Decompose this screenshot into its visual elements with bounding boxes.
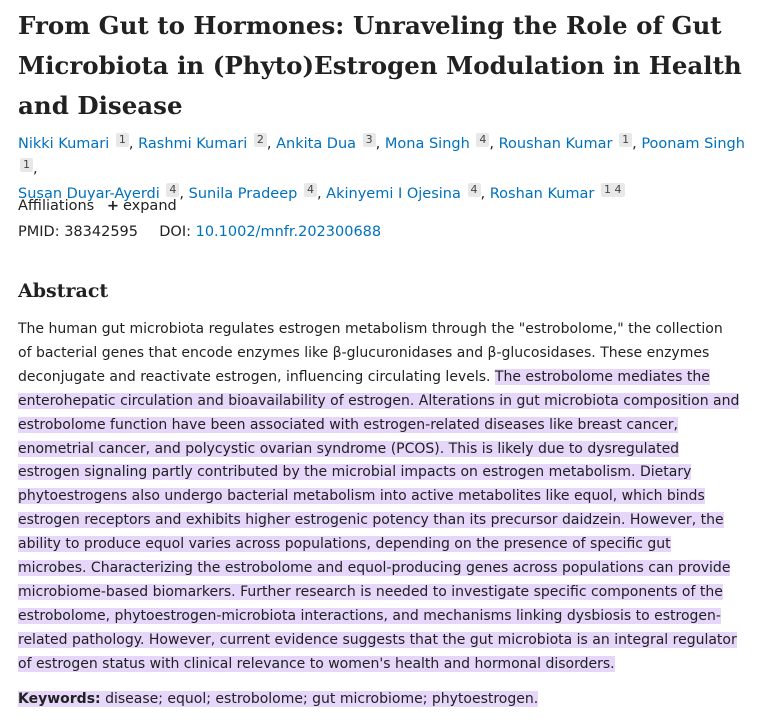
affiliation-badge[interactable]: 2 <box>254 133 267 147</box>
author-link[interactable]: Roushan Kumar <box>498 136 613 152</box>
author-link[interactable]: Rashmi Kumari <box>138 136 248 152</box>
affiliation-badge[interactable]: 3 <box>363 133 376 147</box>
author-link[interactable]: Susan Duyar-Ayerdi <box>18 186 160 202</box>
affiliation-badge[interactable]: 1 <box>619 133 632 147</box>
author-link[interactable]: Poonam Singh <box>641 136 745 152</box>
identifiers-row <box>18 221 381 243</box>
author-item: Rashmi Kumari 2 , <box>138 133 277 152</box>
author-item: Roushan Kumar 1 , <box>498 133 642 152</box>
author-item: Poonam Singh 1 , <box>18 136 745 177</box>
affiliation-badge[interactable]: 1 <box>20 158 33 172</box>
author-link[interactable]: Nikki Kumari <box>18 136 110 152</box>
abstract-text-plain: The human gut microbiota regulates estrogen metabolism through the "estrobolome," the collection of bacterial genes that encode enzymes like β-glucuronidases and β-glucosidases. These enzymes deconjugate and reactivate estrogen, influencing circulating levels. <box>18 321 723 385</box>
article-title: From Gut to Hormones: Unraveling the Role of Gut Microbiota in (Phyto)Estrogen Modulation in Health and Disease <box>18 11 742 120</box>
author-link[interactable]: Sunila Pradeep <box>188 186 298 202</box>
affiliation-badge[interactable]: 4 <box>166 183 179 197</box>
author-link[interactable]: Akinyemi I Ojesina <box>326 186 461 202</box>
expand-affiliations-button[interactable] <box>107 198 177 214</box>
doi-label: DOI: <box>159 224 191 240</box>
affiliations-label: Affiliations <box>18 198 95 214</box>
author-link[interactable]: Roshan Kumar <box>489 186 595 202</box>
author-item: Nikki Kumari 1 , <box>18 133 139 152</box>
author-link[interactable]: Ankita Dua <box>276 136 357 152</box>
author-item: Akinyemi I Ojesina 4 , <box>326 183 490 202</box>
keywords-label: Keywords: <box>18 691 101 707</box>
abstract-text <box>18 318 740 677</box>
keywords-highlight[interactable] <box>18 691 538 707</box>
abstract-text-highlighted[interactable]: The estrobolome mediates the enterohepatic circulation and bioavailability of estrogen. Alterations in gut microbiota composition and estrobolome function have been associated with estrogen-related diseases like breast cancer, enometrial cancer, and polycystic ovarian syndrome (PCOS). This is likely due to dysregulated estrogen signaling partly contributed by the microbial impacts on estrogen metabolism. Dietary phytoestrogens also undergo bacterial metabolism into active metabolites like equol, which binds estrogen receptors and exhibits higher estrogenic potency than its precursor daidzein. However, the ability to produce equol varies across populations, depending on the presence of specific gut microbes. Characterizing the estrobolome and equol-producing genes across populations can provide microbiome-based biomarkers. Further research is needed to investigate specific components of the estrobolome, phytoestrogen-microbiota interactions, and mechanisms linking dysbiosis to estrogen-related pathology. However, current evidence suggests that the gut microbiota is an integral regulator of estrogen status with clinical relevance to women's health and hormonal disorders. <box>18 368 740 672</box>
pmid-value: 38342595 <box>64 224 139 240</box>
affiliation-badge[interactable]: 4 <box>468 183 481 197</box>
affiliation-badge[interactable]: 1 4 <box>601 183 625 197</box>
keywords-value: disease; equol; estrobolome; gut microbiome; phytoestrogen. <box>100 691 539 707</box>
abstract-heading: Abstract <box>18 280 109 302</box>
affiliation-badge[interactable]: 1 <box>116 133 129 147</box>
author-item: Susan Duyar-Ayerdi 4 , <box>18 183 189 202</box>
affiliations-row <box>18 195 177 217</box>
author-item: Ankita Dua 3 , <box>276 133 385 152</box>
author-link[interactable]: Mona Singh <box>384 136 470 152</box>
author-item: Sunila Pradeep 4 , <box>188 183 327 202</box>
author-item <box>489 183 625 202</box>
doi-link[interactable]: 10.1002/mnfr.202300688 <box>195 224 382 240</box>
keywords-line <box>18 688 758 711</box>
plus-icon: + <box>106 198 119 214</box>
author-item: Mona Singh 4 , <box>384 133 499 152</box>
affiliation-badge[interactable]: 4 <box>304 183 317 197</box>
pmid-label: PMID: <box>18 224 60 240</box>
expand-label: expand <box>122 198 177 214</box>
affiliation-badge[interactable]: 4 <box>476 133 489 147</box>
